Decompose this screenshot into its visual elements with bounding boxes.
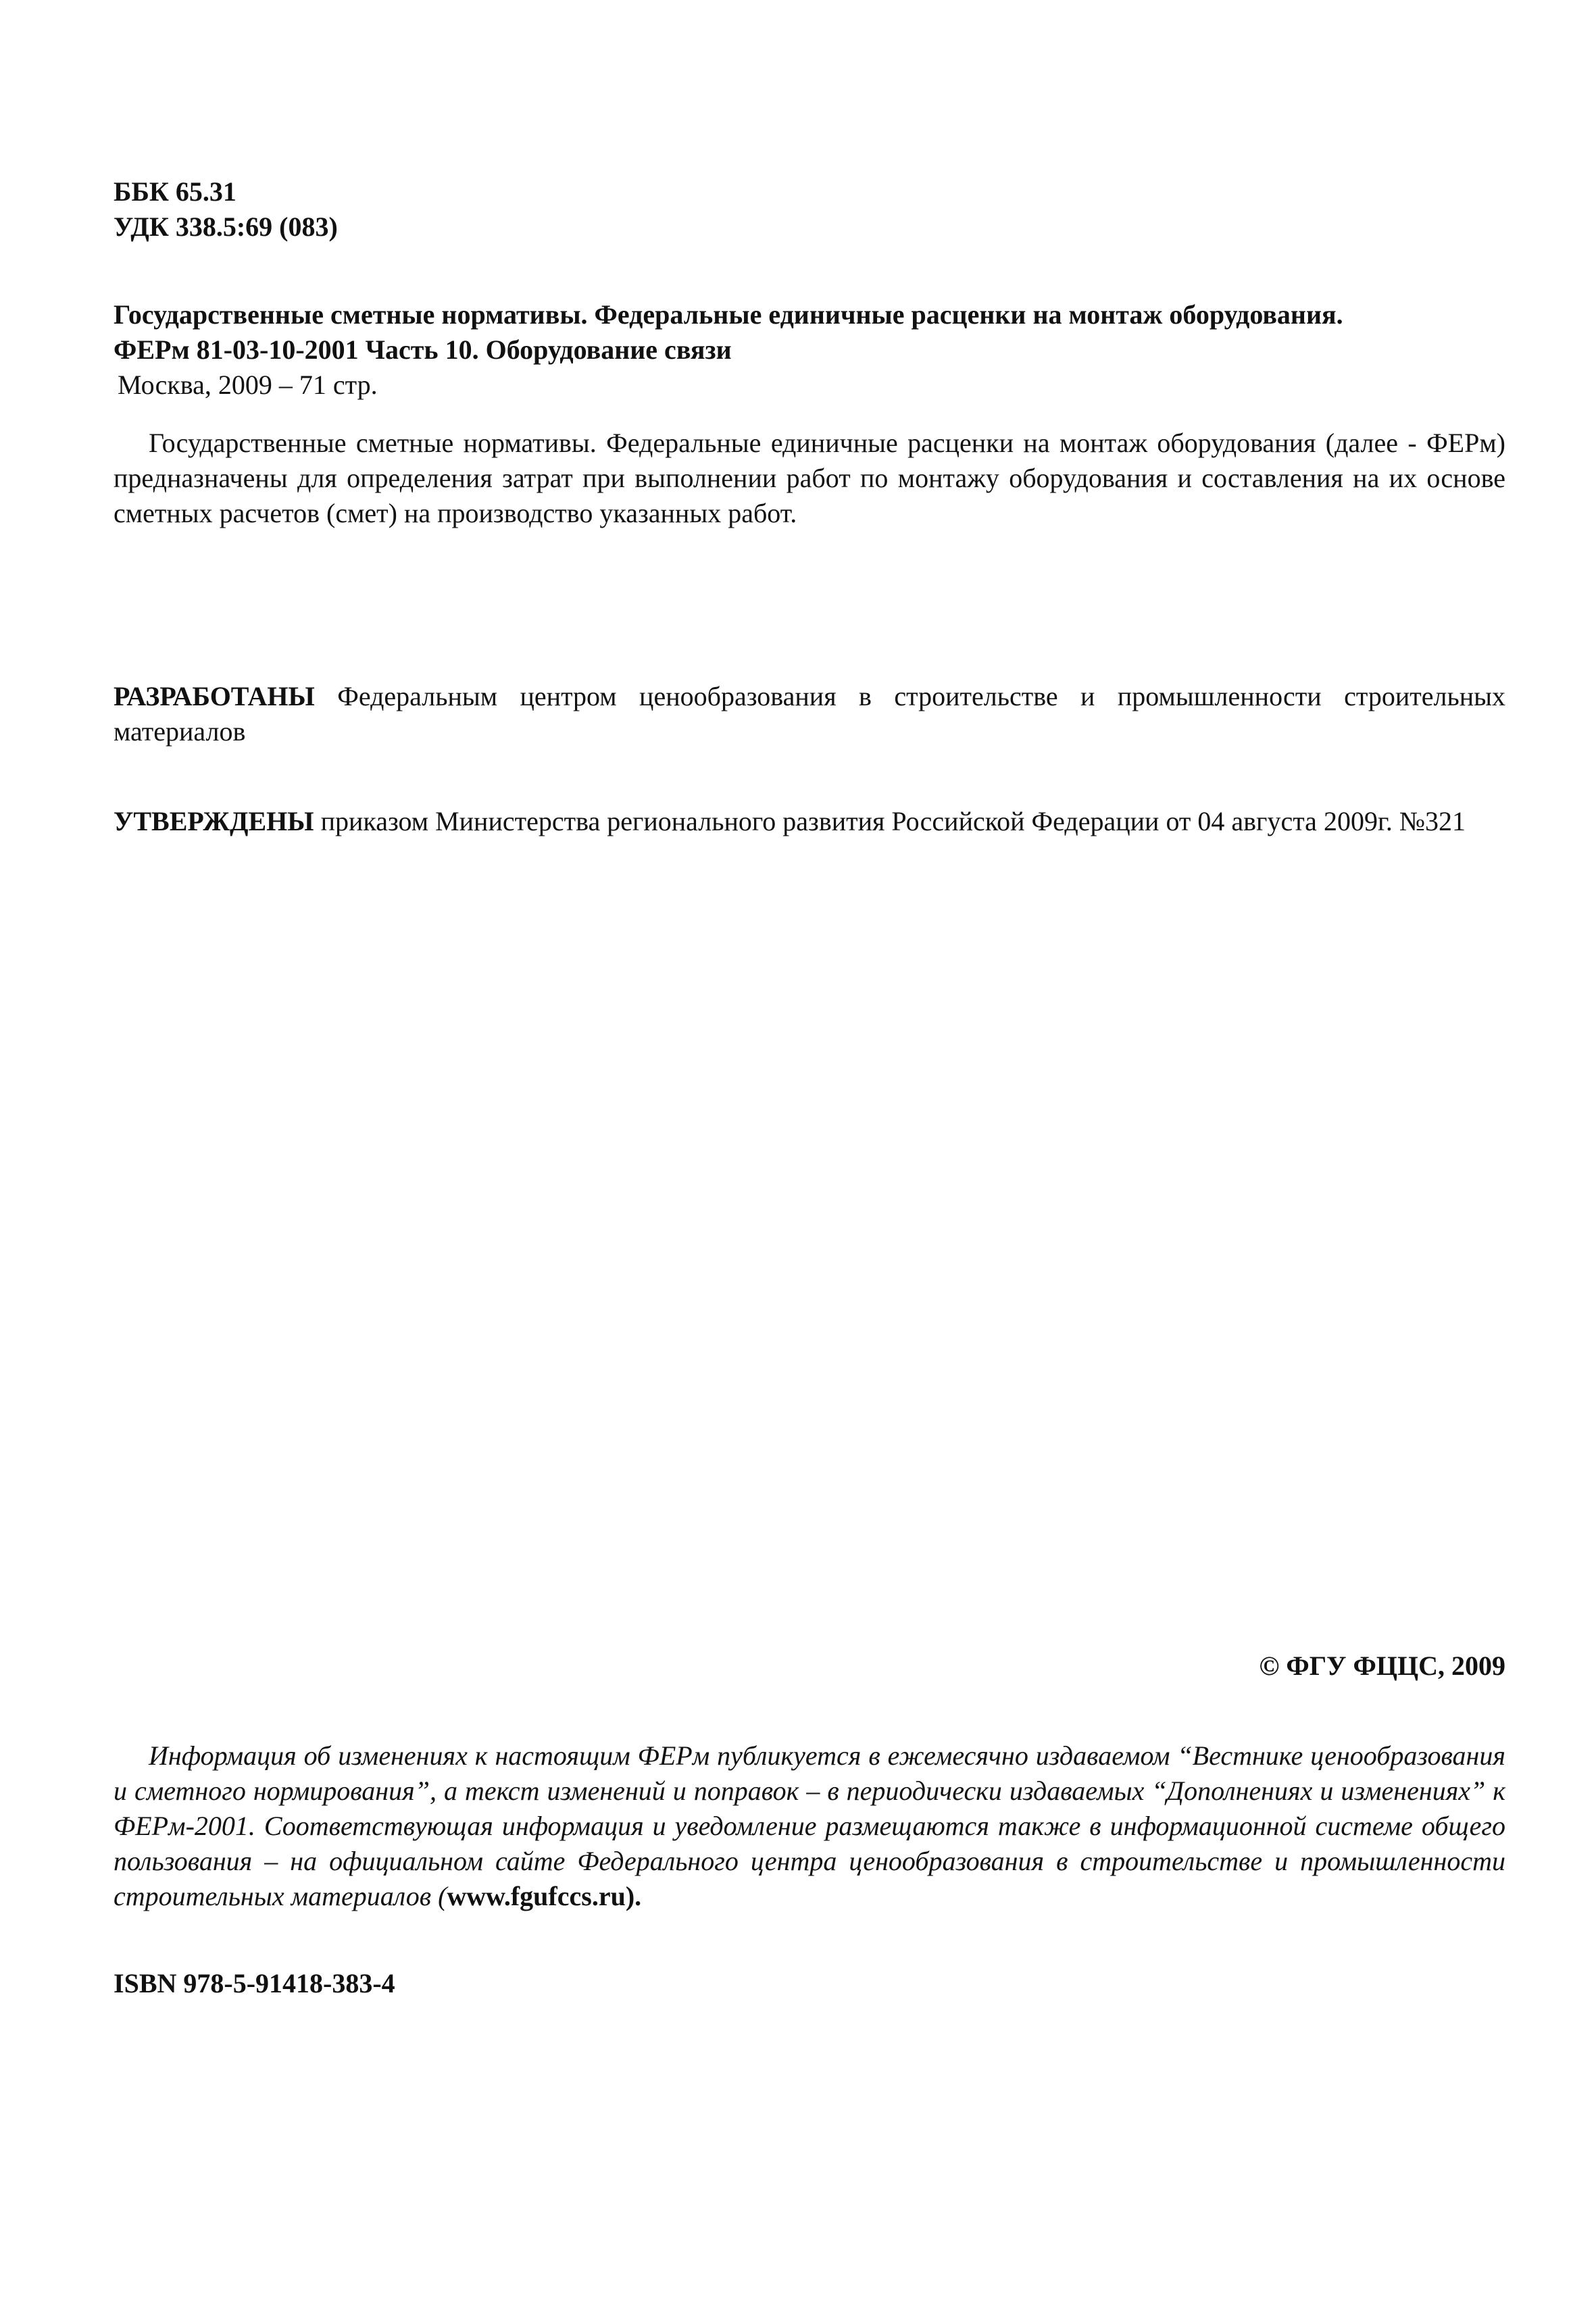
- classification-codes: [114, 174, 1505, 245]
- approved-label: УТВЕРЖДЕНЫ: [114, 806, 314, 836]
- document-title: [114, 297, 1505, 403]
- udk-code: УДК 338.5:69 (083): [114, 211, 338, 242]
- developed-label: РАЗРАБОТАНЫ: [114, 681, 315, 711]
- title-line-1: Государственные сметные нормативы. Федеральные единичные расценки на монтаж оборудования.: [114, 299, 1343, 330]
- change-info-text: Информация об изменениях к настоящим ФЕРм публикуется в ежемесячно издаваемом “Вестнике ценообразования и сметного нормирования”, а текст изменений и поправок – в периодически издаваемых “Дополнениях и изменениях” к ФЕРм-2001. Соответствующая информация и уведомление размещаются также в информационной системе общего пользования – на официальном сайте Федерального центра ценообразования в строительстве и промышленности строительных материалов (: [114, 1740, 1505, 1911]
- bbk-code: ББК 65.31: [114, 176, 236, 207]
- title-line-2: ФЕРм 81-03-10-2001 Часть 10. Оборудование связи: [114, 334, 732, 365]
- change-info-end: ).: [625, 1881, 642, 1911]
- change-info-paragraph: [114, 1738, 1505, 1914]
- copyright-text: © ФГУ ФЦЦС, 2009: [1259, 1651, 1505, 1681]
- publication-info: Москва, 2009 – 71 стр.: [118, 370, 378, 400]
- purpose-text: Государственные сметные нормативы. Федеральные единичные расценки на монтаж оборудования (далее - ФЕРм) предназначены для определения затрат при выполнении работ по монтажу оборудования и составления на их основе сметных расчетов (смет) на производство указанных работ.: [114, 428, 1505, 528]
- developed-text: Федеральным центром ценообразования в строительстве и промышленности строительных материалов: [114, 681, 1505, 747]
- website-link[interactable]: www.fgufccs.ru: [447, 1881, 626, 1911]
- purpose-paragraph: [114, 426, 1505, 531]
- isbn: [114, 1966, 1505, 2001]
- approved-text: приказом Министерства регионального развития Российской Федерации от 04 августа 2009г. №321: [320, 806, 1466, 836]
- developed-by: [114, 679, 1505, 749]
- approved-by: [114, 804, 1505, 839]
- isbn-text: ISBN 978-5-91418-383-4: [114, 1968, 395, 1998]
- copyright-notice: [114, 1649, 1505, 1684]
